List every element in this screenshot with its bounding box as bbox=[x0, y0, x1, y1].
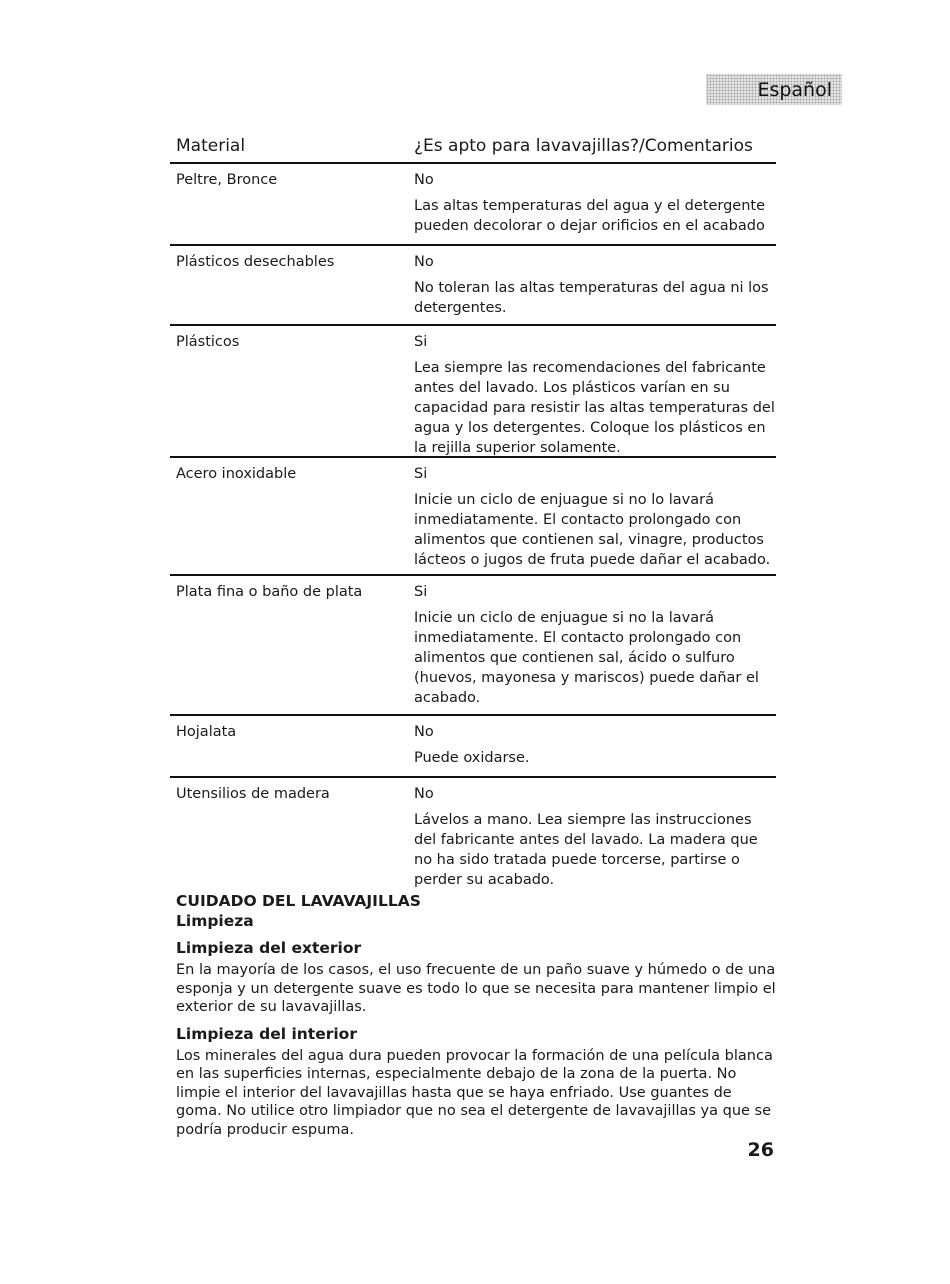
answer-cell: No bbox=[414, 254, 434, 270]
comment-cell: Las altas temperaturas del agua y el detergente pueden decolorar o dejar orificios en el acabado bbox=[414, 198, 766, 234]
comment-cell: Puede oxidarse. bbox=[414, 750, 530, 766]
material-cell: Plásticos bbox=[176, 334, 240, 350]
answer-cell: No bbox=[414, 172, 434, 188]
material-cell: Acero inoxidable bbox=[176, 466, 297, 482]
table-row bbox=[170, 164, 776, 246]
answer-cell: No bbox=[414, 786, 434, 802]
exterior-heading: Limpieza del exterior bbox=[176, 939, 362, 957]
materials-table bbox=[170, 134, 776, 896]
answer-cell: Si bbox=[414, 584, 428, 600]
material-cell: Utensilios de madera bbox=[176, 786, 330, 802]
column-header-material: Material bbox=[176, 136, 246, 156]
interior-heading: Limpieza del interior bbox=[176, 1024, 357, 1043]
answer-cell: Si bbox=[414, 466, 428, 482]
table-header bbox=[170, 134, 776, 164]
section-title: CUIDADO DEL LAVAVAJILLAS bbox=[176, 892, 421, 910]
exterior-paragraph: En la mayoría de los casos, el uso frecuente de un paño suave y húmedo o de una esponja y un detergente suave es todo lo que se necesita para mantener limpio el exterior de su lavavajillas. bbox=[176, 962, 776, 1015]
column-header-comments: ¿Es apto para lavavajillas?/Comentarios bbox=[414, 136, 753, 156]
answer-cell: No bbox=[414, 724, 434, 740]
comment-cell: Lea siempre las recomendaciones del fabricante antes del lavado. Los plásticos varían en su capacidad para resistir las altas temperaturas del agua y los detergentes. Coloque los plásticos en la rejilla superior solamente. bbox=[414, 360, 775, 456]
answer-cell: Si bbox=[414, 334, 428, 350]
page-number: 26 bbox=[747, 1139, 774, 1161]
table-row bbox=[170, 778, 776, 896]
table-row bbox=[170, 576, 776, 716]
language-tab: Español bbox=[706, 74, 842, 105]
interior-paragraph: Los minerales del agua dura pueden provocar la formación de una película blanca en las superficies internas, especialmente debajo de la zona de la puerta. No limpie el interior del lavavajillas hasta que se haya enfriado. Use guantes de goma. No utilice otro limpiador que no sea el detergente de lavavajillas ya que se podría producir espuma. bbox=[176, 1047, 773, 1138]
care-section bbox=[176, 891, 776, 1139]
material-cell: Peltre, Bronce bbox=[176, 172, 278, 188]
section-subtitle: Limpieza bbox=[176, 912, 254, 930]
comment-cell: Inicie un ciclo de enjuague si no la lavará inmediatamente. El contacto prolongado con alimentos que contienen sal, ácido o sulfuro (huevos, mayonesa y mariscos) puede dañar el acabado. bbox=[414, 610, 759, 706]
comment-cell: No toleran las altas temperaturas del agua ni los detergentes. bbox=[414, 280, 769, 316]
table-row bbox=[170, 458, 776, 576]
material-cell: Plásticos desechables bbox=[176, 254, 335, 270]
table-row bbox=[170, 326, 776, 458]
comment-cell: Lávelos a mano. Lea siempre las instrucciones del fabricante antes del lavado. La madera que no ha sido tratada puede torcerse, partirse o perder su acabado. bbox=[414, 812, 758, 888]
material-cell: Plata fina o baño de plata bbox=[176, 584, 363, 600]
comment-cell: Inicie un ciclo de enjuague si no lo lavará inmediatamente. El contacto prolongado con alimentos que contienen sal, vinagre, productos lácteos o jugos de fruta puede dañar el acabado. bbox=[414, 492, 771, 568]
material-cell: Hojalata bbox=[176, 724, 237, 740]
table-row bbox=[170, 716, 776, 778]
table-row bbox=[170, 246, 776, 326]
